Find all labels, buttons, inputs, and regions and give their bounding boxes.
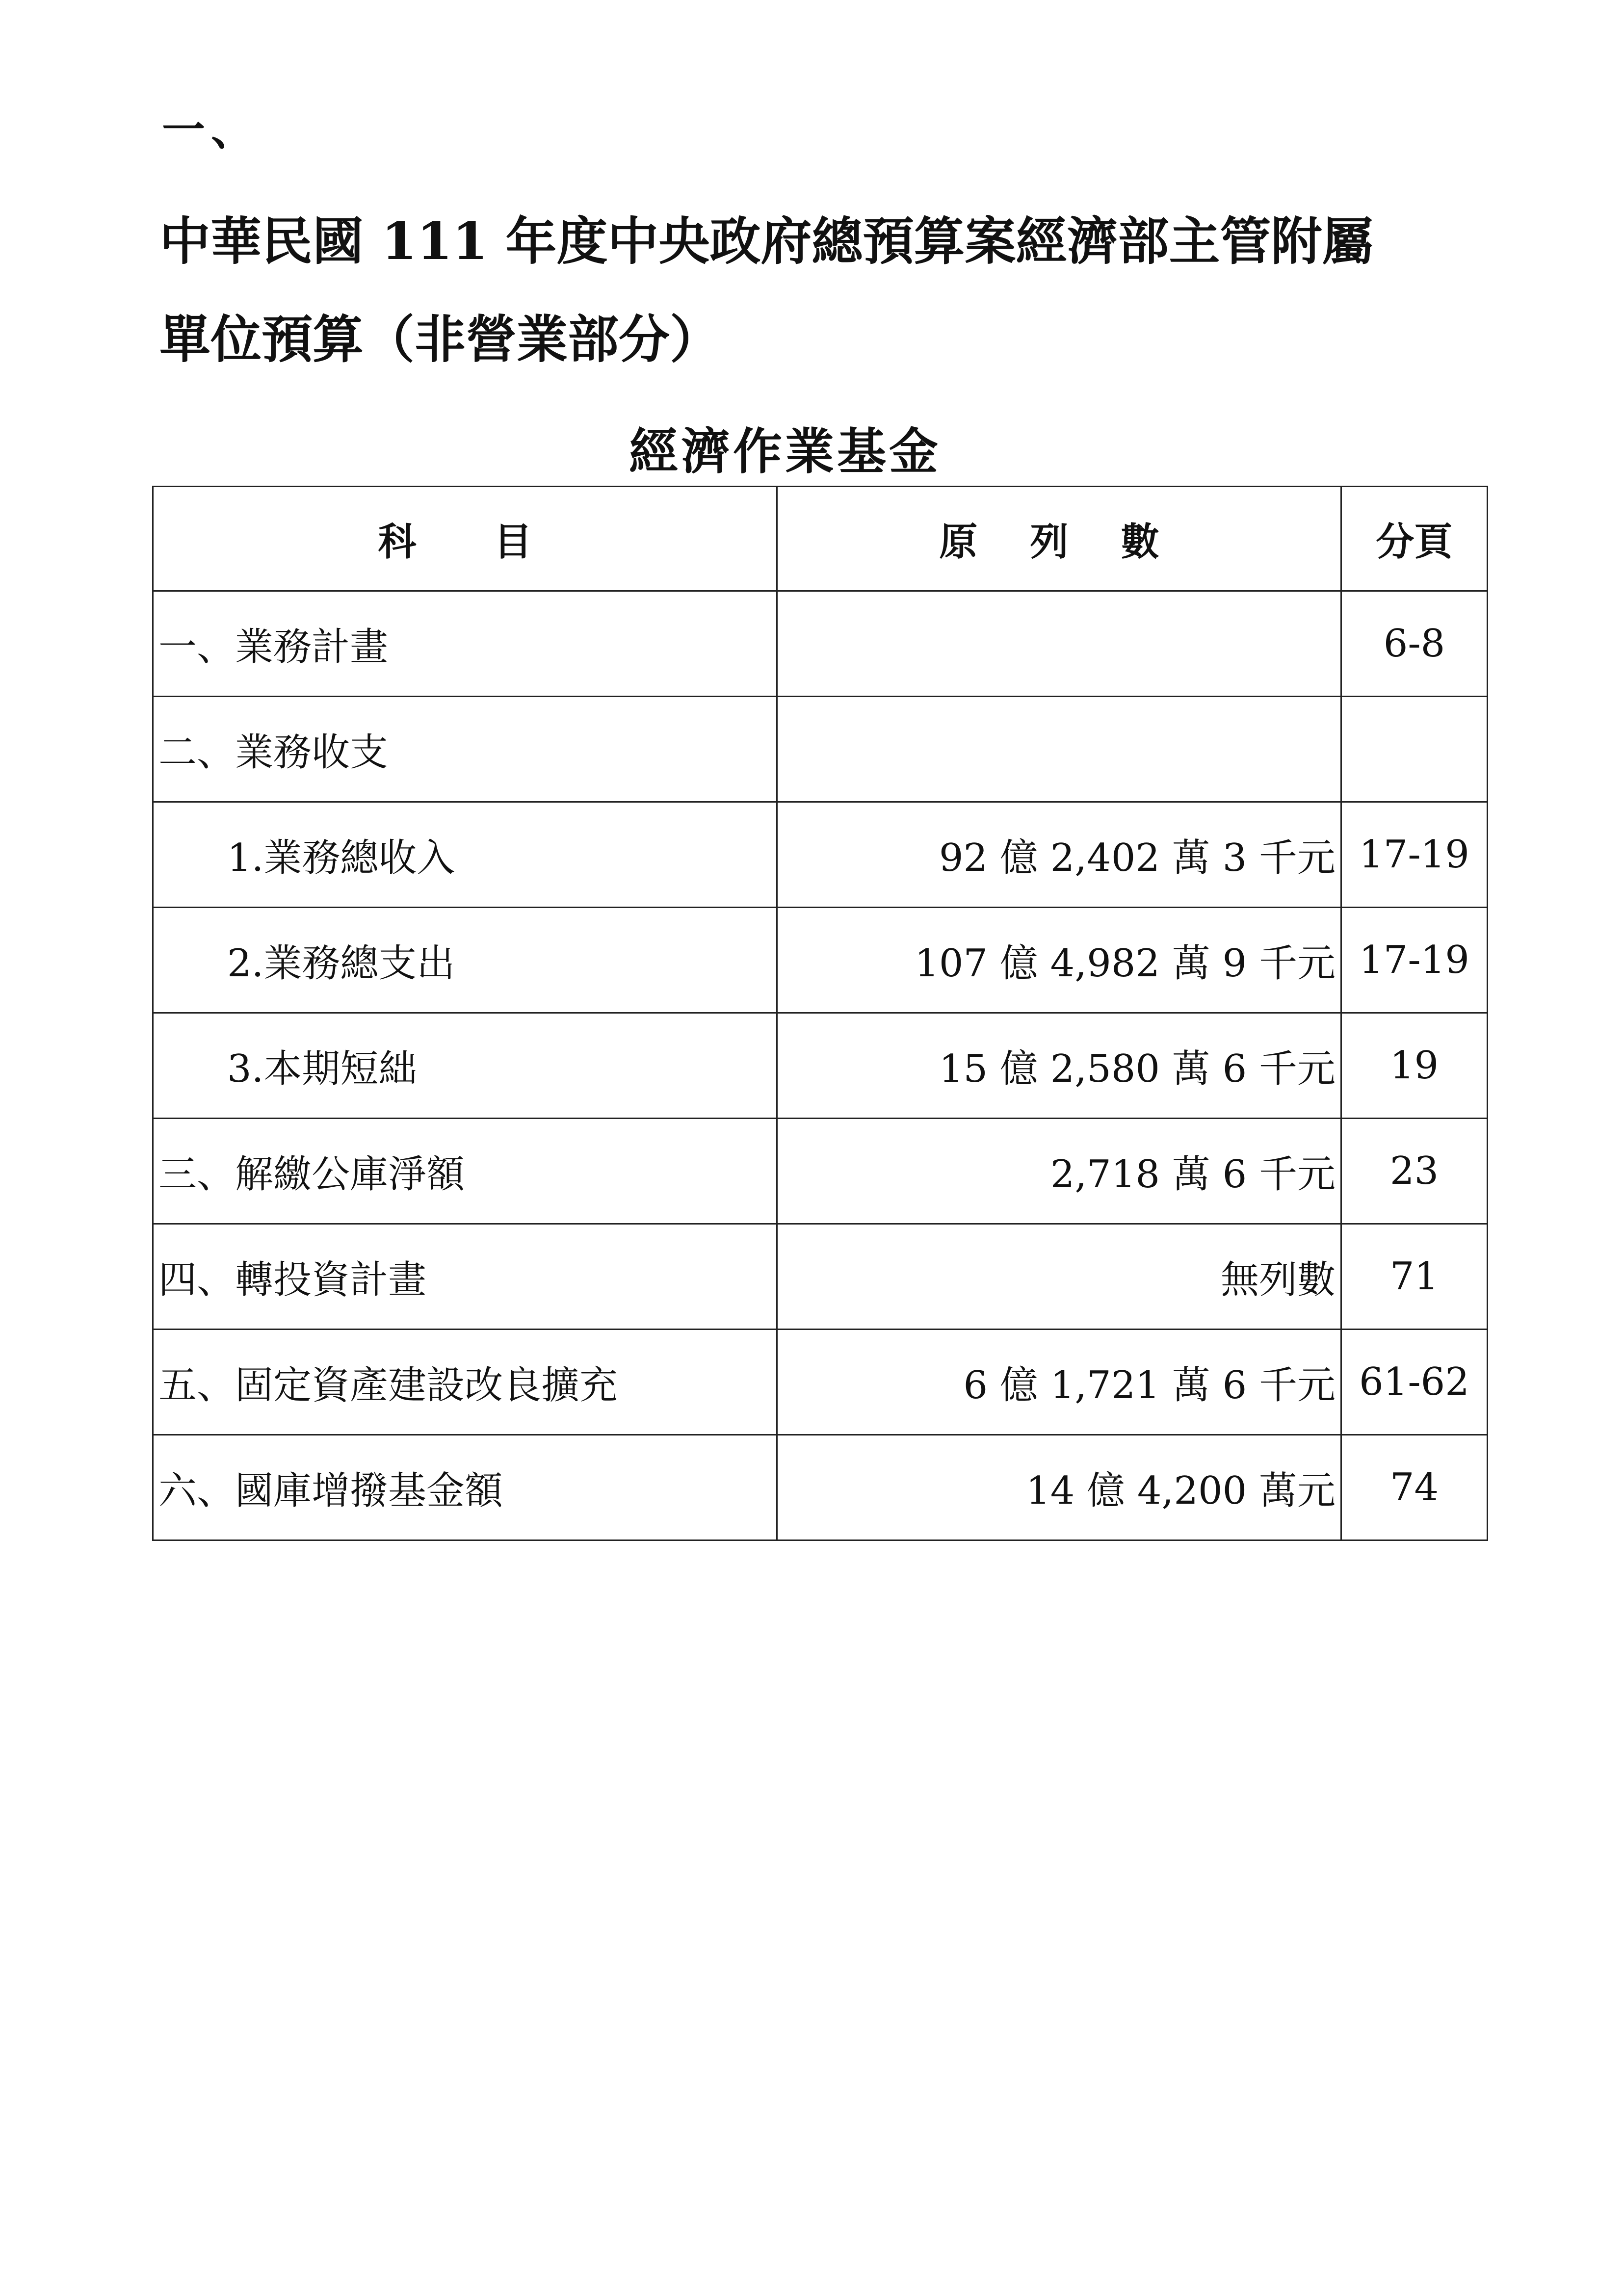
header-item: 科 目	[153, 487, 777, 591]
row-page: 17-19	[1341, 908, 1488, 1013]
table-row	[153, 1435, 1488, 1540]
table-header-row	[153, 487, 1488, 591]
row-page: 6-8	[1341, 591, 1488, 697]
header-page: 分頁	[1341, 487, 1488, 591]
row-item: 3.本期短絀	[153, 1013, 777, 1119]
table-row	[153, 697, 1488, 802]
row-amount	[777, 591, 1341, 697]
table-row	[153, 1013, 1488, 1119]
fund-title: 經濟作業基金	[629, 422, 941, 480]
table-row	[153, 591, 1488, 697]
table-row	[153, 802, 1488, 908]
table-row	[153, 908, 1488, 1013]
row-item: 五、固定資產建設改良擴充	[153, 1330, 777, 1435]
row-amount: 92 億 2,402 萬 3 千元	[777, 802, 1341, 908]
row-amount: 14 億 4,200 萬元	[777, 1435, 1341, 1540]
row-item: 四、轉投資計畫	[153, 1224, 777, 1330]
section-number: 一、	[162, 104, 261, 155]
row-amount: 無列數	[777, 1224, 1341, 1330]
row-amount: 107 億 4,982 萬 9 千元	[777, 908, 1341, 1013]
document-title-line-1: 中華民國 111 年度中央政府總預算案經濟部主管附屬	[159, 211, 1373, 271]
row-item: 2.業務總支出	[153, 908, 777, 1013]
document-title-line-2: 單位預算（非營業部分）	[159, 309, 721, 369]
row-item: 1.業務總收入	[153, 802, 777, 908]
row-page: 61-62	[1341, 1330, 1488, 1435]
row-page: 71	[1341, 1224, 1488, 1330]
header-amount: 原 列 數	[777, 487, 1341, 591]
row-amount	[777, 697, 1341, 802]
row-amount: 2,718 萬 6 千元	[777, 1119, 1341, 1224]
row-item: 六、國庫增撥基金額	[153, 1435, 777, 1540]
row-page: 17-19	[1341, 802, 1488, 908]
row-item: 三、解繳公庫淨額	[153, 1119, 777, 1224]
budget-table	[152, 486, 1488, 1541]
row-item: 二、業務收支	[153, 697, 777, 802]
row-page: 23	[1341, 1119, 1488, 1224]
row-item: 一、業務計畫	[153, 591, 777, 697]
row-amount: 6 億 1,721 萬 6 千元	[777, 1330, 1341, 1435]
row-amount: 15 億 2,580 萬 6 千元	[777, 1013, 1341, 1119]
table-row	[153, 1330, 1488, 1435]
table-row	[153, 1224, 1488, 1330]
row-page: 74	[1341, 1435, 1488, 1540]
table-row	[153, 1119, 1488, 1224]
row-page	[1341, 697, 1488, 802]
row-page: 19	[1341, 1013, 1488, 1119]
